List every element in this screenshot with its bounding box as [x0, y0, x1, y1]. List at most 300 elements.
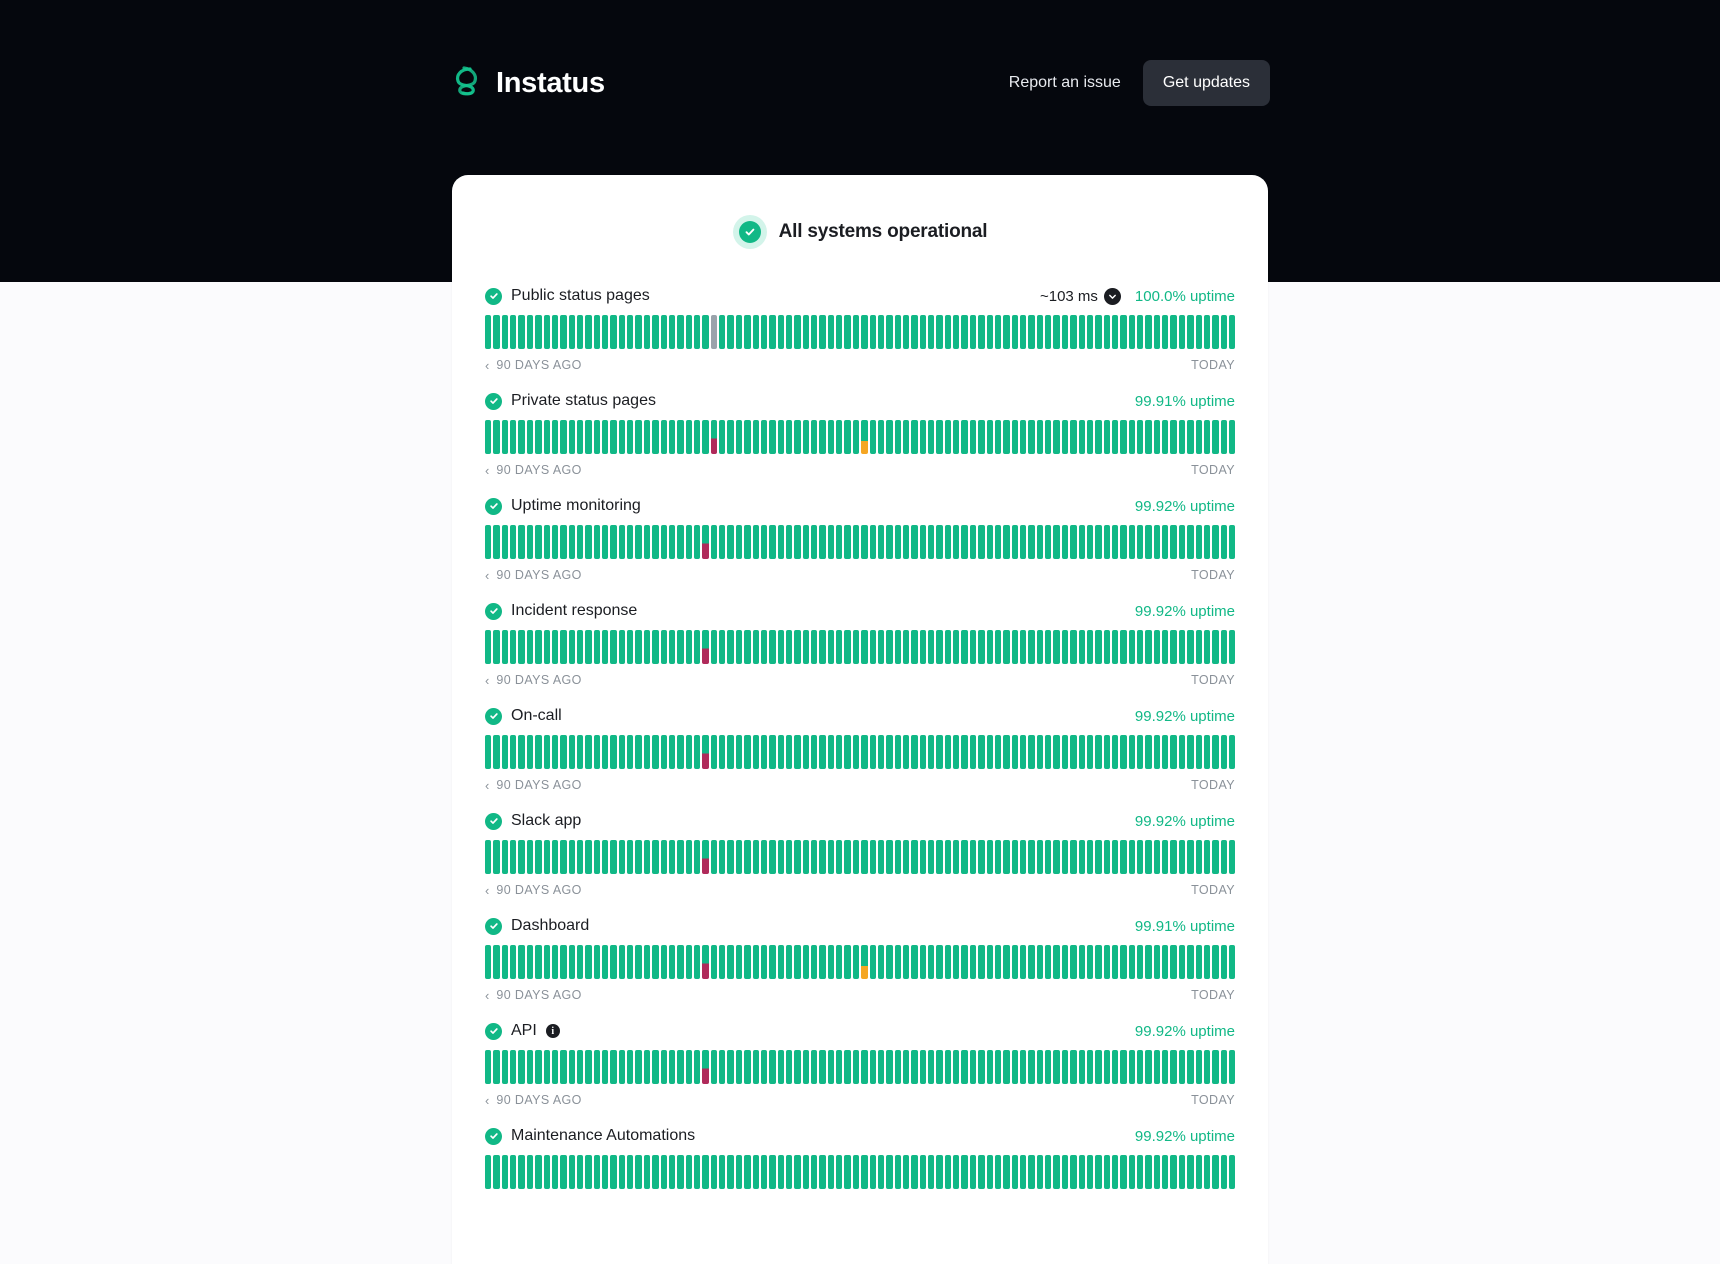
- uptime-bar[interactable]: [702, 525, 708, 559]
- uptime-bar[interactable]: [878, 840, 884, 874]
- uptime-bar[interactable]: [702, 840, 708, 874]
- uptime-bar[interactable]: [1079, 735, 1085, 769]
- uptime-bar[interactable]: [518, 525, 524, 559]
- uptime-bar[interactable]: [995, 630, 1001, 664]
- uptime-bar[interactable]: [677, 840, 683, 874]
- uptime-bar[interactable]: [619, 420, 625, 454]
- uptime-bar[interactable]: [652, 525, 658, 559]
- uptime-bar[interactable]: [970, 735, 976, 769]
- uptime-bar[interactable]: [518, 1050, 524, 1084]
- uptime-bar[interactable]: [803, 420, 809, 454]
- uptime-bar[interactable]: [978, 630, 984, 664]
- uptime-bar[interactable]: [844, 1155, 850, 1189]
- uptime-bar[interactable]: [1129, 315, 1135, 349]
- uptime-bar[interactable]: [736, 420, 742, 454]
- uptime-bar[interactable]: [853, 945, 859, 979]
- uptime-bar[interactable]: [493, 525, 499, 559]
- uptime-bar[interactable]: [853, 1050, 859, 1084]
- uptime-bar[interactable]: [936, 945, 942, 979]
- uptime-bar[interactable]: [945, 315, 951, 349]
- uptime-bar[interactable]: [1170, 1155, 1176, 1189]
- uptime-bar[interactable]: [1053, 1155, 1059, 1189]
- uptime-bar[interactable]: [886, 1155, 892, 1189]
- uptime-bar[interactable]: [1045, 945, 1051, 979]
- uptime-bar[interactable]: [844, 840, 850, 874]
- uptime-bar[interactable]: [686, 525, 692, 559]
- uptime-bar[interactable]: [1087, 1050, 1093, 1084]
- uptime-bar[interactable]: [1162, 315, 1168, 349]
- uptime-bar[interactable]: [936, 525, 942, 559]
- get-updates-button[interactable]: Get updates: [1143, 60, 1270, 106]
- uptime-bar[interactable]: [1062, 1155, 1068, 1189]
- uptime-bar[interactable]: [493, 735, 499, 769]
- uptime-bar[interactable]: [535, 525, 541, 559]
- uptime-bar[interactable]: [1137, 945, 1143, 979]
- uptime-bar[interactable]: [953, 735, 959, 769]
- uptime-bar[interactable]: [552, 525, 558, 559]
- uptime-bar[interactable]: [1196, 420, 1202, 454]
- uptime-bar[interactable]: [987, 315, 993, 349]
- uptime-bar[interactable]: [719, 315, 725, 349]
- uptime-bar[interactable]: [610, 420, 616, 454]
- uptime-bar[interactable]: [811, 840, 817, 874]
- uptime-bar[interactable]: [560, 420, 566, 454]
- uptime-bar[interactable]: [1204, 315, 1210, 349]
- uptime-bar[interactable]: [769, 420, 775, 454]
- uptime-bar[interactable]: [1179, 525, 1185, 559]
- uptime-bar[interactable]: [677, 420, 683, 454]
- uptime-bar[interactable]: [544, 840, 550, 874]
- uptime-bar[interactable]: [627, 1050, 633, 1084]
- uptime-bar[interactable]: [552, 630, 558, 664]
- uptime-bar[interactable]: [527, 1155, 533, 1189]
- uptime-bar[interactable]: [552, 1155, 558, 1189]
- uptime-bar[interactable]: [1187, 630, 1193, 664]
- uptime-bar[interactable]: [970, 1050, 976, 1084]
- uptime-bar[interactable]: [510, 840, 516, 874]
- uptime-bar[interactable]: [1120, 945, 1126, 979]
- uptime-bar[interactable]: [702, 945, 708, 979]
- uptime-bar[interactable]: [1170, 630, 1176, 664]
- uptime-bar[interactable]: [1204, 525, 1210, 559]
- uptime-bar[interactable]: [502, 945, 508, 979]
- uptime-bar[interactable]: [811, 945, 817, 979]
- uptime-bar[interactable]: [886, 840, 892, 874]
- uptime-bar[interactable]: [870, 525, 876, 559]
- uptime-bar[interactable]: [928, 840, 934, 874]
- uptime-bar[interactable]: [1003, 735, 1009, 769]
- uptime-bar[interactable]: [911, 420, 917, 454]
- uptime-bar[interactable]: [811, 1155, 817, 1189]
- uptime-bar[interactable]: [953, 840, 959, 874]
- uptime-bar[interactable]: [853, 525, 859, 559]
- uptime-bar[interactable]: [569, 525, 575, 559]
- uptime-bar[interactable]: [1095, 840, 1101, 874]
- uptime-bar[interactable]: [753, 525, 759, 559]
- uptime-bar[interactable]: [1003, 315, 1009, 349]
- uptime-bar[interactable]: [844, 735, 850, 769]
- uptime-bar[interactable]: [635, 630, 641, 664]
- uptime-bar[interactable]: [961, 735, 967, 769]
- uptime-bar[interactable]: [610, 735, 616, 769]
- uptime-bar[interactable]: [970, 840, 976, 874]
- uptime-bar[interactable]: [1204, 1155, 1210, 1189]
- uptime-bar[interactable]: [560, 1050, 566, 1084]
- uptime-bar[interactable]: [853, 840, 859, 874]
- uptime-bar[interactable]: [1028, 735, 1034, 769]
- uptime-bar[interactable]: [544, 1050, 550, 1084]
- uptime-bar[interactable]: [819, 1155, 825, 1189]
- uptime-bar[interactable]: [1170, 1050, 1176, 1084]
- uptime-bar[interactable]: [811, 630, 817, 664]
- uptime-bar[interactable]: [652, 735, 658, 769]
- uptime-bar[interactable]: [1045, 735, 1051, 769]
- uptime-bar[interactable]: [602, 1050, 608, 1084]
- uptime-bar[interactable]: [686, 1050, 692, 1084]
- uptime-bar[interactable]: [911, 945, 917, 979]
- uptime-bar[interactable]: [1179, 420, 1185, 454]
- uptime-bar[interactable]: [861, 840, 867, 874]
- uptime-bar[interactable]: [1045, 1155, 1051, 1189]
- uptime-bar[interactable]: [936, 420, 942, 454]
- uptime-bar[interactable]: [928, 945, 934, 979]
- uptime-bar[interactable]: [761, 1050, 767, 1084]
- uptime-bar[interactable]: [1087, 315, 1093, 349]
- uptime-bar[interactable]: [711, 945, 717, 979]
- uptime-bar[interactable]: [761, 315, 767, 349]
- uptime-bar[interactable]: [510, 1050, 516, 1084]
- uptime-bar[interactable]: [886, 630, 892, 664]
- uptime-bar[interactable]: [1062, 840, 1068, 874]
- uptime-bar[interactable]: [686, 840, 692, 874]
- uptime-bar[interactable]: [819, 315, 825, 349]
- uptime-bar[interactable]: [895, 735, 901, 769]
- uptime-bar[interactable]: [485, 735, 491, 769]
- uptime-bar[interactable]: [794, 735, 800, 769]
- uptime-bar[interactable]: [895, 630, 901, 664]
- uptime-bar[interactable]: [652, 315, 658, 349]
- uptime-bar[interactable]: [727, 735, 733, 769]
- uptime-bar[interactable]: [803, 840, 809, 874]
- uptime-bar[interactable]: [1053, 1050, 1059, 1084]
- uptime-bar[interactable]: [1053, 945, 1059, 979]
- uptime-bar[interactable]: [878, 945, 884, 979]
- uptime-bar[interactable]: [577, 420, 583, 454]
- uptime-bar[interactable]: [1187, 945, 1193, 979]
- uptime-bar[interactable]: [1087, 420, 1093, 454]
- uptime-bar[interactable]: [661, 1155, 667, 1189]
- uptime-bar[interactable]: [753, 420, 759, 454]
- uptime-bar[interactable]: [911, 1050, 917, 1084]
- uptime-bar[interactable]: [1154, 1155, 1160, 1189]
- uptime-bar[interactable]: [719, 420, 725, 454]
- uptime-bar[interactable]: [828, 315, 834, 349]
- uptime-bar[interactable]: [619, 735, 625, 769]
- uptime-bar[interactable]: [585, 420, 591, 454]
- uptime-bar[interactable]: [1028, 315, 1034, 349]
- uptime-bar[interactable]: [1070, 735, 1076, 769]
- uptime-bar[interactable]: [1028, 420, 1034, 454]
- uptime-bar[interactable]: [1196, 735, 1202, 769]
- uptime-bar[interactable]: [995, 840, 1001, 874]
- uptime-bar[interactable]: [661, 945, 667, 979]
- uptime-bar[interactable]: [1229, 840, 1235, 874]
- uptime-bar[interactable]: [861, 420, 867, 454]
- report-issue-link[interactable]: Report an issue: [1008, 74, 1121, 91]
- uptime-bar[interactable]: [828, 525, 834, 559]
- uptime-bar[interactable]: [978, 420, 984, 454]
- uptime-bar[interactable]: [1204, 735, 1210, 769]
- uptime-bar[interactable]: [493, 945, 499, 979]
- uptime-bar[interactable]: [619, 315, 625, 349]
- uptime-bar[interactable]: [995, 1050, 1001, 1084]
- uptime-bar[interactable]: [987, 840, 993, 874]
- uptime-bar[interactable]: [493, 1050, 499, 1084]
- uptime-bar[interactable]: [1028, 1155, 1034, 1189]
- uptime-bar[interactable]: [1154, 525, 1160, 559]
- uptime-bar[interactable]: [1170, 420, 1176, 454]
- uptime-bar[interactable]: [987, 630, 993, 664]
- uptime-bar[interactable]: [895, 840, 901, 874]
- uptime-bar[interactable]: [970, 525, 976, 559]
- uptime-bar[interactable]: [844, 420, 850, 454]
- uptime-bar[interactable]: [518, 735, 524, 769]
- uptime-bar[interactable]: [1120, 420, 1126, 454]
- uptime-bar[interactable]: [677, 1050, 683, 1084]
- uptime-bar[interactable]: [1079, 1050, 1085, 1084]
- uptime-bar[interactable]: [702, 315, 708, 349]
- uptime-bar[interactable]: [1012, 735, 1018, 769]
- uptime-bar[interactable]: [936, 735, 942, 769]
- uptime-bar[interactable]: [610, 840, 616, 874]
- uptime-bar[interactable]: [794, 420, 800, 454]
- uptime-bar[interactable]: [686, 945, 692, 979]
- uptime-bar[interactable]: [560, 1155, 566, 1189]
- uptime-bar[interactable]: [1070, 1155, 1076, 1189]
- uptime-bar[interactable]: [811, 525, 817, 559]
- uptime-bar[interactable]: [1162, 945, 1168, 979]
- uptime-bar[interactable]: [1204, 945, 1210, 979]
- uptime-bar[interactable]: [961, 525, 967, 559]
- uptime-bar[interactable]: [686, 630, 692, 664]
- uptime-bar[interactable]: [1229, 630, 1235, 664]
- uptime-bar[interactable]: [694, 1155, 700, 1189]
- uptime-bar[interactable]: [1037, 420, 1043, 454]
- uptime-bar[interactable]: [711, 315, 717, 349]
- uptime-bar[interactable]: [1003, 630, 1009, 664]
- uptime-bar[interactable]: [602, 315, 608, 349]
- uptime-bar[interactable]: [945, 1155, 951, 1189]
- uptime-bar[interactable]: [727, 1155, 733, 1189]
- uptime-bar[interactable]: [627, 630, 633, 664]
- uptime-bar[interactable]: [527, 525, 533, 559]
- uptime-bar[interactable]: [945, 420, 951, 454]
- uptime-bar[interactable]: [560, 840, 566, 874]
- uptime-bar[interactable]: [844, 1050, 850, 1084]
- uptime-bar[interactable]: [803, 630, 809, 664]
- uptime-bar[interactable]: [510, 525, 516, 559]
- uptime-bar[interactable]: [602, 630, 608, 664]
- uptime-bar[interactable]: [836, 735, 842, 769]
- uptime-bar[interactable]: [794, 315, 800, 349]
- uptime-bar[interactable]: [786, 420, 792, 454]
- uptime-bar[interactable]: [1196, 945, 1202, 979]
- uptime-bar[interactable]: [527, 735, 533, 769]
- uptime-bar[interactable]: [1120, 735, 1126, 769]
- uptime-bar[interactable]: [1212, 735, 1218, 769]
- uptime-bar[interactable]: [594, 420, 600, 454]
- uptime-bar[interactable]: [1037, 1050, 1043, 1084]
- uptime-bar[interactable]: [510, 735, 516, 769]
- uptime-bar[interactable]: [1229, 525, 1235, 559]
- uptime-bar[interactable]: [1079, 525, 1085, 559]
- uptime-bar[interactable]: [886, 525, 892, 559]
- uptime-bar[interactable]: [569, 315, 575, 349]
- uptime-bar[interactable]: [502, 735, 508, 769]
- uptime-bar[interactable]: [803, 735, 809, 769]
- uptime-bar[interactable]: [1221, 315, 1227, 349]
- uptime-bar[interactable]: [594, 945, 600, 979]
- uptime-bar[interactable]: [1129, 945, 1135, 979]
- uptime-bar[interactable]: [836, 1155, 842, 1189]
- uptime-bar[interactable]: [635, 420, 641, 454]
- uptime-bar[interactable]: [878, 630, 884, 664]
- uptime-bar[interactable]: [961, 945, 967, 979]
- uptime-bar[interactable]: [1045, 840, 1051, 874]
- uptime-bar[interactable]: [1062, 945, 1068, 979]
- uptime-bar[interactable]: [1221, 525, 1227, 559]
- uptime-bar[interactable]: [544, 1155, 550, 1189]
- uptime-bar[interactable]: [569, 420, 575, 454]
- uptime-bar[interactable]: [1187, 420, 1193, 454]
- uptime-bar[interactable]: [1053, 315, 1059, 349]
- uptime-bar[interactable]: [828, 1050, 834, 1084]
- uptime-bar[interactable]: [1053, 525, 1059, 559]
- uptime-bar[interactable]: [1087, 630, 1093, 664]
- uptime-bar[interactable]: [1229, 1155, 1235, 1189]
- uptime-bar[interactable]: [552, 1050, 558, 1084]
- uptime-bar[interactable]: [920, 525, 926, 559]
- uptime-bar[interactable]: [585, 315, 591, 349]
- uptime-bar[interactable]: [828, 420, 834, 454]
- uptime-bar[interactable]: [485, 630, 491, 664]
- uptime-bar[interactable]: [1229, 420, 1235, 454]
- uptime-bar[interactable]: [610, 1050, 616, 1084]
- uptime-bar[interactable]: [1212, 315, 1218, 349]
- uptime-bar[interactable]: [577, 735, 583, 769]
- uptime-bar[interactable]: [736, 525, 742, 559]
- uptime-bar[interactable]: [1070, 315, 1076, 349]
- uptime-bar[interactable]: [1187, 315, 1193, 349]
- uptime-bar[interactable]: [819, 420, 825, 454]
- uptime-bar[interactable]: [527, 1050, 533, 1084]
- uptime-bar[interactable]: [1112, 630, 1118, 664]
- uptime-bar[interactable]: [1037, 525, 1043, 559]
- uptime-bar[interactable]: [987, 1050, 993, 1084]
- uptime-bar[interactable]: [945, 735, 951, 769]
- uptime-bar[interactable]: [1012, 840, 1018, 874]
- uptime-bar[interactable]: [527, 315, 533, 349]
- uptime-bar[interactable]: [569, 945, 575, 979]
- chevron-down-icon[interactable]: [1104, 288, 1121, 305]
- uptime-bar[interactable]: [544, 630, 550, 664]
- uptime-bar[interactable]: [1229, 945, 1235, 979]
- uptime-bar[interactable]: [870, 840, 876, 874]
- uptime-bar[interactable]: [711, 735, 717, 769]
- uptime-bar[interactable]: [1095, 420, 1101, 454]
- uptime-bar[interactable]: [903, 840, 909, 874]
- uptime-bar[interactable]: [635, 1050, 641, 1084]
- uptime-bar[interactable]: [753, 945, 759, 979]
- uptime-bar[interactable]: [920, 1050, 926, 1084]
- uptime-bar[interactable]: [1170, 315, 1176, 349]
- uptime-bar[interactable]: [635, 1155, 641, 1189]
- uptime-bar[interactable]: [1212, 420, 1218, 454]
- uptime-bar[interactable]: [911, 630, 917, 664]
- uptime-bar[interactable]: [510, 630, 516, 664]
- uptime-bar[interactable]: [861, 945, 867, 979]
- chevron-left-icon[interactable]: ‹: [485, 1092, 490, 1108]
- uptime-bar[interactable]: [936, 840, 942, 874]
- uptime-bar[interactable]: [853, 1155, 859, 1189]
- uptime-bar[interactable]: [744, 420, 750, 454]
- uptime-bar[interactable]: [886, 945, 892, 979]
- uptime-bar[interactable]: [1162, 1155, 1168, 1189]
- uptime-bar[interactable]: [1179, 1050, 1185, 1084]
- uptime-bar[interactable]: [1020, 525, 1026, 559]
- uptime-bar[interactable]: [736, 945, 742, 979]
- uptime-bar[interactable]: [1221, 840, 1227, 874]
- uptime-bar[interactable]: [895, 420, 901, 454]
- uptime-bar[interactable]: [1104, 735, 1110, 769]
- uptime-bar[interactable]: [1070, 420, 1076, 454]
- uptime-bar[interactable]: [644, 1050, 650, 1084]
- uptime-bar[interactable]: [953, 420, 959, 454]
- uptime-bar[interactable]: [727, 420, 733, 454]
- uptime-bar[interactable]: [1187, 735, 1193, 769]
- uptime-bar[interactable]: [744, 1155, 750, 1189]
- uptime-bar[interactable]: [928, 735, 934, 769]
- uptime-bar[interactable]: [602, 735, 608, 769]
- chevron-left-icon[interactable]: ‹: [485, 357, 490, 373]
- uptime-bar[interactable]: [836, 1050, 842, 1084]
- uptime-bar[interactable]: [652, 945, 658, 979]
- uptime-bar[interactable]: [1062, 525, 1068, 559]
- uptime-bar[interactable]: [485, 1050, 491, 1084]
- uptime-bar[interactable]: [502, 1155, 508, 1189]
- uptime-bar[interactable]: [903, 1050, 909, 1084]
- uptime-bar[interactable]: [794, 1155, 800, 1189]
- uptime-bar[interactable]: [711, 840, 717, 874]
- uptime-bar[interactable]: [828, 945, 834, 979]
- uptime-bar[interactable]: [945, 630, 951, 664]
- uptime-bar[interactable]: [1003, 1050, 1009, 1084]
- uptime-bar[interactable]: [652, 840, 658, 874]
- uptime-bar[interactable]: [761, 630, 767, 664]
- uptime-bar[interactable]: [552, 420, 558, 454]
- uptime-bar[interactable]: [594, 735, 600, 769]
- uptime-bar[interactable]: [928, 525, 934, 559]
- uptime-bar[interactable]: [978, 945, 984, 979]
- chevron-left-icon[interactable]: ‹: [485, 987, 490, 1003]
- uptime-bar[interactable]: [1087, 840, 1093, 874]
- uptime-bar[interactable]: [878, 315, 884, 349]
- uptime-bar[interactable]: [853, 315, 859, 349]
- uptime-bar[interactable]: [1129, 525, 1135, 559]
- uptime-bar[interactable]: [1196, 1155, 1202, 1189]
- uptime-bar[interactable]: [627, 735, 633, 769]
- uptime-bar[interactable]: [535, 630, 541, 664]
